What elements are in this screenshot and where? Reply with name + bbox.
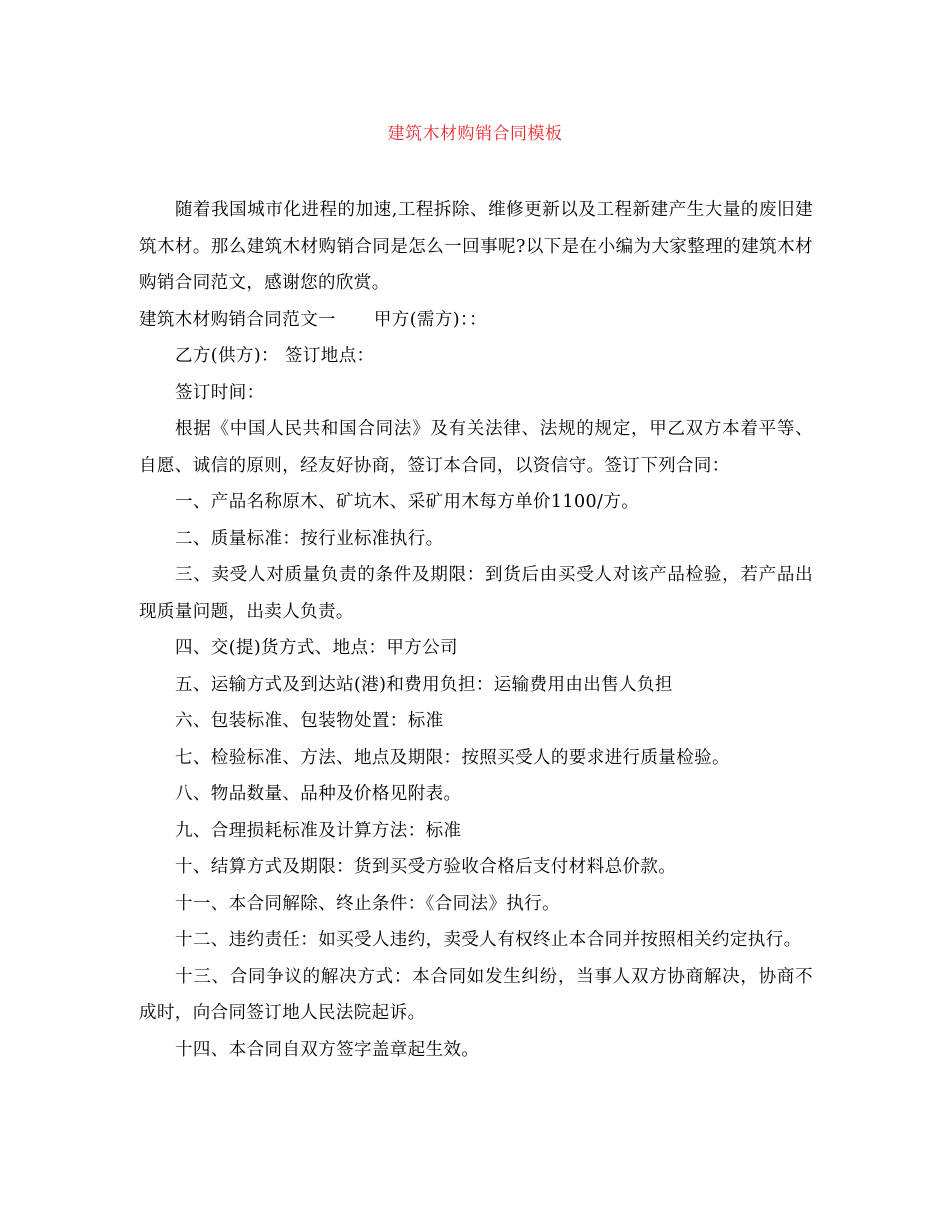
section-heading-line	[139, 302, 813, 339]
document-title: 建筑木材购销合同模板	[387, 124, 563, 144]
clause-4: 四、交(提)货方式、地点：甲方公司	[175, 638, 458, 658]
clause-5: 五、运输方式及到达站(港)和费用负担：运输费用由出售人负担	[175, 674, 673, 695]
intro-paragraph: 随着我国城市化进程的加速,工程拆除、维修更新以及工程新建产生大量的废旧建筑木材。那么建筑木材购销合同是怎么一回事呢?以下是在小编为大家整理的建筑木材购销合同范文，感谢您的欣赏。	[139, 200, 813, 293]
clause-12: 十二、违约责任：如买受人违约，卖受人有权终止本合同并按照相关约定执行。	[175, 930, 802, 950]
section-heading: 建筑木材购销合同范文一	[139, 309, 336, 330]
clause-3: 三、卖受人对质量负责的条件及期限：到货后由买受人对该产品检验，若产品出现质量问题，出卖人负责。	[139, 565, 813, 622]
clause-14: 十四、本合同自双方签字盖章起生效。	[175, 1039, 480, 1060]
clause-7: 七、检验标准、方法、地点及期限：按照买受人的要求进行质量检验。	[175, 747, 730, 768]
party-b-line: 乙方(供方)： 签订地点：	[175, 346, 375, 366]
clause-2: 二、质量标准：按行业标准执行。	[175, 528, 444, 549]
sign-time-line: 签订时间：	[175, 382, 265, 403]
preamble-paragraph: 根据《中国人民共和国合同法》及有关法律、法规的规定，甲乙双方本着平等、自愿、诚信的原则，经友好协商，签订本合同，以资信守。签订下列合同：	[139, 419, 813, 476]
clause-11: 十一、本合同解除、终止条件：《合同法》执行。	[175, 893, 561, 914]
clause-6: 六、包装标准、包装物处置：标准	[175, 711, 444, 731]
document-body	[139, 192, 813, 1068]
clause-10: 十、结算方式及期限：货到买受方验收合格后支付材料总价款。	[175, 857, 677, 877]
clause-9: 九、合理损耗标准及计算方法：标准	[175, 820, 462, 841]
clause-13: 十三、合同争议的解决方式：本合同如发生纠纷，当事人双方协商解决，协商不成时，向合同签订地人民法院起诉。	[139, 966, 813, 1023]
clause-1: 一、产品名称原木、矿坑木、采矿用木每方单价1100/方。	[175, 492, 640, 512]
party-a-label: 甲方(需方)：：	[373, 309, 488, 330]
clause-8: 八、物品数量、品种及价格见附表。	[175, 784, 462, 804]
